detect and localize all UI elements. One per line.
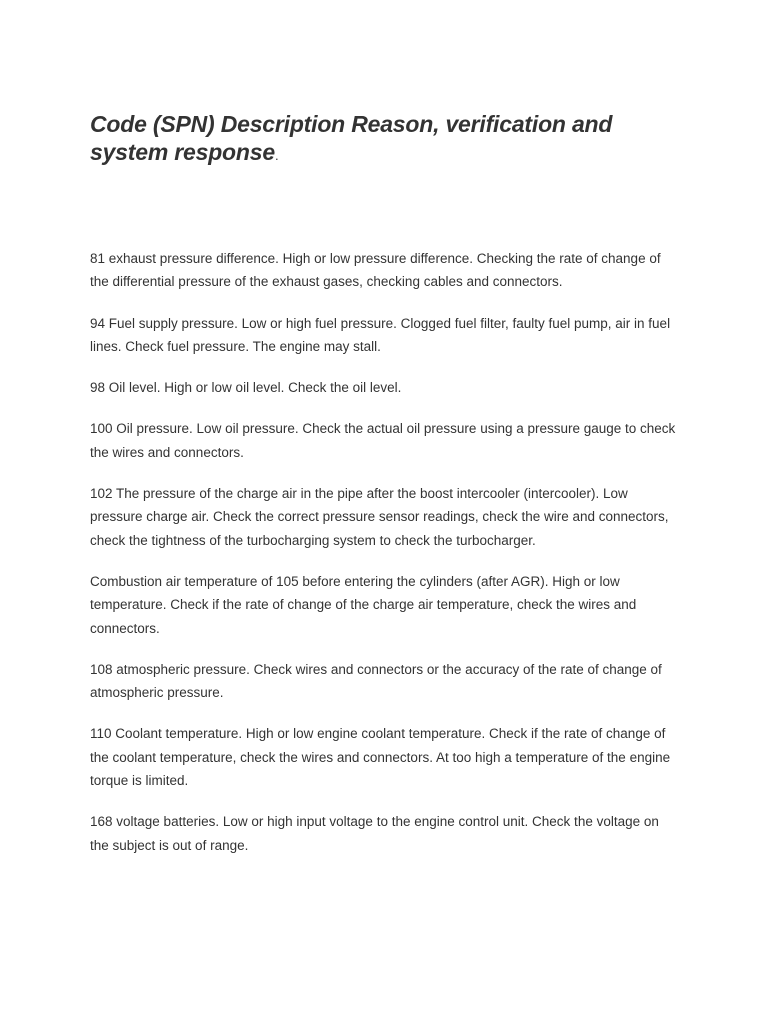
document-title (90, 110, 680, 170)
paragraph-spn-105: Combustion air temperature of 105 before entering the cylinders (after AGR). High or low temperature. Check if the rate of change of the charge air temperature, check the wires and connectors. (90, 573, 637, 636)
paragraph-spn-81: 81 exhaust pressure difference. High or low pressure difference. Checking the rate of change of the differential pressure of the exhaust gases, checking cables and connectors. (90, 251, 661, 290)
paragraph-spn-168: 168 voltage batteries. Low or high input voltage to the engine control unit. Check the voltage on the subject is out of range. (90, 814, 659, 853)
document-body (90, 247, 680, 857)
document-title-trail: . (274, 148, 279, 163)
paragraph-spn-100: 100 Oil pressure. Low oil pressure. Check the actual oil pressure using a pressure gauge to check the wires and connectors. (90, 421, 676, 460)
paragraph-spn-102: 102 The pressure of the charge air in the pipe after the boost intercooler (intercooler). Low pressure charge air. Check the correct pressure sensor readings, check the wire and connectors, check the tightness of the turbocharging system to check the turbocharger. (90, 486, 669, 548)
paragraph-spn-94: 94 Fuel supply pressure. Low or high fuel pressure. Clogged fuel filter, faulty fuel pump, air in fuel lines. Check fuel pressure. The engine may stall. (90, 315, 671, 354)
paragraph-spn-110: 110 Coolant temperature. High or low engine coolant temperature. Check if the rate of change of the coolant temperature, check the wires and connectors. At too high a temperature of the engine torque is limited. (90, 726, 671, 789)
paragraph-spn-108: 108 atmospheric pressure. Check wires and connectors or the accuracy of the rate of change of atmospheric pressure. (90, 661, 662, 701)
paragraph-spn-98: 98 Oil level. High or low oil level. Check the oil level. (90, 380, 402, 396)
document-page (90, 110, 680, 875)
document-title-text: Code (SPN) Description Reason, verification and system response (90, 111, 613, 165)
